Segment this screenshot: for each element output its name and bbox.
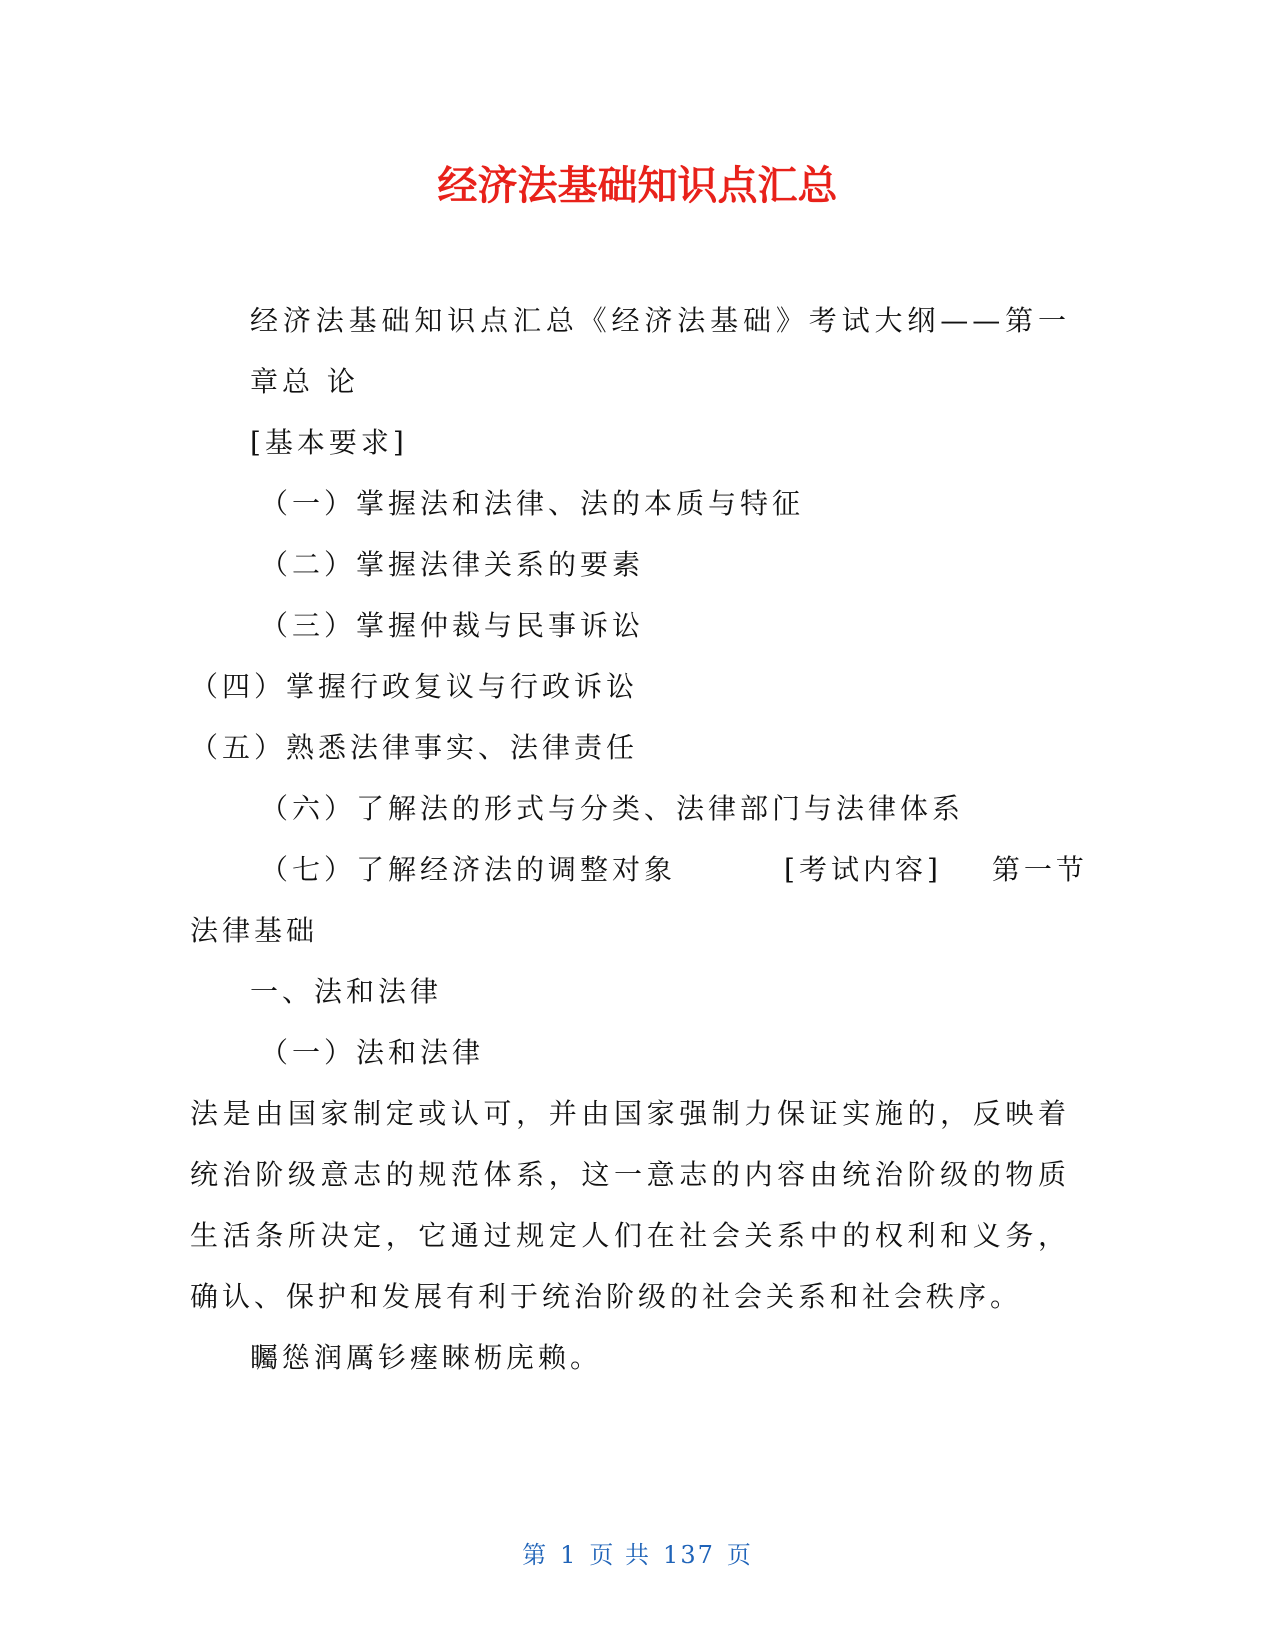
law-definition-paragraph: 法是由国家制定或认可，并由国家强制力保证实施的，反映着统治阶级意志的规范体系，这一意志的内容由统治阶级的物质生活条所决定，它通过规定人们在社会关系中的权利和义务，确认、保护和发展有利于统治阶级的社会关系和社会秩序。 (190, 1097, 1070, 1313)
intro-paragraph: 经济法基础知识点汇总《经济法基础》考试大纲——第一章总 论 (250, 304, 1070, 398)
requirement-item-2: （二）掌握法律关系的要素 (260, 548, 645, 581)
footer-suffix: 页 (726, 1541, 753, 1569)
garbled-text-line: 矚慫润厲钐瘗睞枥庑赖。 (250, 1341, 603, 1374)
exam-content-heading: [考试内容] (784, 853, 942, 886)
footer-page-number: 1 (560, 1541, 578, 1569)
document-body (190, 290, 1088, 1388)
footer-total-pages: 137 (663, 1541, 715, 1569)
subsection-heading: 一、法和法律 (250, 975, 443, 1008)
section-title: 法律基础 (190, 914, 319, 947)
footer-prefix: 第 (522, 1541, 549, 1569)
requirement-item-7-line (190, 839, 1088, 900)
requirement-item-6: （六）了解法的形式与分类、法律部门与法律体系 (260, 792, 965, 825)
footer-middle: 页 共 (589, 1541, 652, 1569)
basic-requirements-heading: [基本要求] (250, 426, 408, 459)
requirement-item-5: （五）熟悉法律事实、法律责任 (190, 731, 639, 764)
document-title: 经济法基础知识点汇总 (437, 163, 838, 209)
requirement-item-3: （三）掌握仲裁与民事诉讼 (260, 609, 645, 642)
requirement-item-7: （七）了解经济法的调整对象 (260, 853, 677, 886)
requirement-item-1: （一）掌握法和法律、法的本质与特征 (260, 487, 805, 520)
requirement-item-4: （四）掌握行政复议与行政诉讼 (190, 670, 639, 703)
page-footer (0, 1538, 1275, 1572)
section-number: 第一节 (991, 853, 1088, 886)
sub-subsection-heading: （一）法和法律 (260, 1036, 485, 1069)
